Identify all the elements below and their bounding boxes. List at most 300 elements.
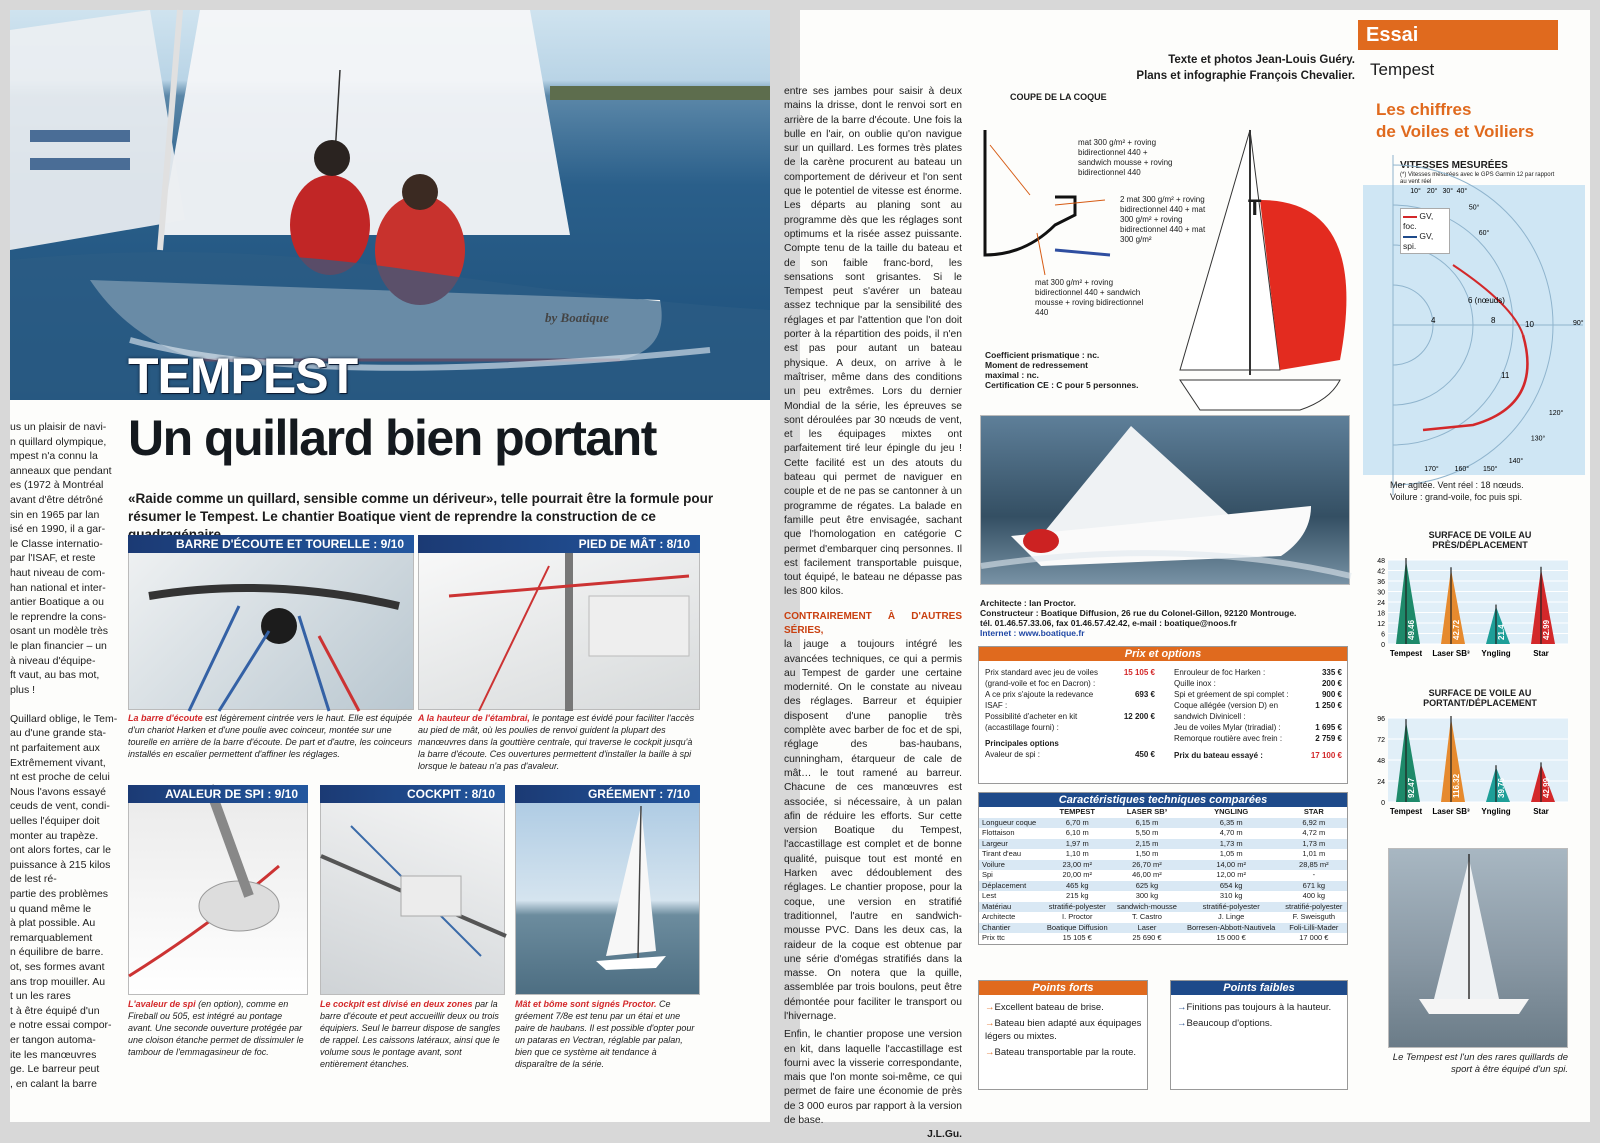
specs-table (979, 807, 1347, 944)
column-line: monter au trapèze. (10, 829, 99, 842)
price-value: 2 759 € (1315, 734, 1342, 743)
point-fort-text: Bateau transportable par la route. (994, 1047, 1137, 1058)
column-line: avant d'être détrôné (10, 493, 104, 506)
table-cell: Boatique Diffusion (1046, 922, 1108, 932)
bar-value-label: 39.76 (1497, 777, 1506, 798)
y-tick-label: 24 (1377, 779, 1385, 786)
polar-angle-label: 30° (1442, 188, 1454, 195)
bar-upwind-title: SURFACE DE VOILE AU PRÈS/DÉPLACEMENT (1428, 530, 1532, 550)
essai-tab (1358, 20, 1558, 50)
table-cell: stratifié-polyester (1285, 901, 1343, 911)
column-line: antier Boatique a ou (10, 596, 104, 609)
table-cell: Lest (982, 891, 997, 900)
polar-angle-label: 60° (1478, 230, 1490, 237)
points-forts-title: Points forts (979, 981, 1147, 995)
bar-value-label: 92.47 (1407, 777, 1416, 798)
column-line: le Classe internatio- (10, 537, 103, 550)
bar-downwind-title: SURFACE DE VOILE AU PORTANT/DÉPLACEMENT (1423, 688, 1537, 708)
table-header-row (979, 807, 1347, 818)
price-row (1174, 667, 1342, 678)
price-value: 693 € (1134, 690, 1155, 699)
points-faibles-box (1170, 980, 1348, 1090)
column-line: us un plaisir de navi- (10, 421, 107, 433)
photo-greement (515, 785, 700, 995)
table-row (979, 839, 1347, 850)
table-cell: 6,70 m (1065, 817, 1089, 827)
column-line: han national et inter- (10, 581, 106, 594)
column-line: er tangon automa- (10, 1033, 96, 1046)
bar-value-label: 21.4 (1497, 624, 1506, 640)
price-total (1174, 750, 1342, 761)
legend-spi-swatch (1403, 236, 1417, 238)
list-item (985, 1046, 1143, 1059)
table-cell: 400 kg (1302, 891, 1326, 900)
pied-de-mat-illustration (419, 536, 701, 711)
polar-diagram (1363, 185, 1585, 475)
bar-chart-downwind (1360, 710, 1582, 835)
polar-speed-label: 4 (1431, 316, 1436, 325)
table-cell: Spi (982, 870, 993, 879)
category-label: Yngling (1481, 807, 1511, 816)
point-fort-text: Bateau bien adapté aux équipages légers ou mixtes. (985, 1018, 1142, 1042)
price-value: 12 200 € (1123, 712, 1155, 721)
polar-title: VITESSES MESURÉES (1400, 160, 1508, 171)
column-line: haut niveau de com- (10, 566, 106, 579)
arrow-icon: → (1177, 1018, 1187, 1029)
table-cell: 15 105 € (1062, 933, 1092, 942)
y-tick-label: 6 (1381, 631, 1385, 639)
y-tick-label: 0 (1381, 642, 1385, 649)
photo-title-cockpit: COCKPIT : 8/10 (320, 785, 505, 803)
table-row (979, 870, 1347, 881)
greement-illustration (516, 786, 701, 996)
column-line: puissance à 215 kilos de lest ré- (10, 858, 111, 886)
bar-chart-upwind (1360, 552, 1582, 677)
column-line: osant un modèle très (10, 625, 109, 638)
avaleur-illustration (129, 786, 309, 996)
action-illustration (981, 416, 1351, 586)
table-cell: 1,97 m (1065, 838, 1089, 848)
column-line: le reprendre la cons- (10, 610, 107, 623)
column-line: Extrêmement vivant, (10, 756, 106, 769)
price-label: Possibilité d'acheter en kit (accastillage fourni) : (985, 712, 1078, 732)
page-subtitle: Un quillard bien portant (128, 410, 656, 466)
table-row (979, 891, 1347, 902)
table-cell: 46,00 m² (1132, 870, 1162, 879)
table-cell: 26,70 m² (1132, 859, 1162, 869)
polar-speed-label: 8 (1491, 316, 1496, 325)
price-total-label: Prix du bateau essayé : (1174, 751, 1263, 760)
table-cell: 4,72 m (1302, 828, 1326, 837)
caption-greement-text: Ce gréement 7/8e est tenu par un étai et une paire de haubans. Il est possible d'opter pour un pataras en Vectran, réglable par palan, bien que ce système ait tendance à disparaître de la série. (515, 999, 695, 1069)
table-cell: 1,10 m (1065, 849, 1089, 858)
table-cell: 14,00 m² (1216, 859, 1246, 869)
bar-value-label: 116.32 (1452, 773, 1461, 798)
photo-barre-ecoute (128, 535, 414, 710)
polar-angle-label: 150° (1483, 466, 1498, 473)
table-cell: 6,35 m (1219, 817, 1243, 827)
list-item (1177, 1017, 1343, 1030)
hull-label-1: mat 300 g/m² + roving bidirectionnel 440 + sandwich mousse + roving bidirectionnel 440 (1078, 138, 1173, 177)
table-cell: Laser (1137, 922, 1157, 932)
table-header-cell: STAR (1303, 807, 1324, 816)
table-row (979, 881, 1347, 892)
column-line: Quillard oblige, le Tem- (10, 712, 118, 725)
hull-note-2: Moment de redressement (985, 360, 1088, 370)
column-line (10, 697, 120, 712)
caption-pied-lead: A la hauteur de l'étambrai, (418, 713, 530, 723)
photo-pied-de-mat (418, 535, 700, 710)
polar-angle-label: 50° (1468, 204, 1480, 212)
legend-foc-label: GV, foc. (1403, 211, 1434, 231)
price-label: Quille inox : (1174, 679, 1216, 688)
credits-line-1: Texte et photos Jean-Louis Guéry. (1168, 54, 1355, 66)
polar-note-2: Voilure : grand-voile, foc puis spi. (1390, 492, 1523, 502)
prices-box (978, 646, 1348, 784)
price-label: A ce prix s'ajoute la redevance ISAF : (985, 690, 1094, 710)
middle-text-3: Enfin, le chantier propose une version en kit, dans laquelle l'accastillage est fourni avec la visserie correspondante, mais que l'on monte soi-même, ce qui permet de faire une économie de près de 3 000 euros par rapport à la version de base. (784, 1029, 962, 1127)
middle-text-column (784, 85, 962, 1141)
column-line: plus ! (10, 683, 36, 696)
price-value: 335 € (1321, 668, 1342, 677)
table-row (979, 933, 1347, 944)
category-label: Tempest (1389, 649, 1423, 658)
table-cell: 1,73 m (1302, 838, 1326, 848)
price-value: 900 € (1321, 690, 1342, 699)
column-line: es (1972 à Montréal (10, 479, 104, 492)
table-cell: 300 kg (1135, 891, 1159, 900)
caption-avaleur-lead: L'avaleur de spi (128, 999, 196, 1009)
column-line: uelles l'équiper doit (10, 815, 100, 828)
price-row (1174, 678, 1342, 689)
column-line: par l'ISAF, et reste (10, 552, 96, 565)
caption-barre-lead: La barre d'écoute (128, 713, 203, 723)
column-line: ans trop mouiller. Au (10, 975, 106, 988)
table-row (979, 923, 1347, 934)
credits-line-2: Plans et infographie François Chevalier. (1136, 70, 1355, 82)
points-faibles-title: Points faibles (1171, 981, 1347, 995)
column-line: ft vaut, au bas mot, (10, 669, 100, 682)
photo-cockpit (320, 785, 505, 995)
price-row (985, 689, 1155, 711)
polar-angle-label: 170° (1424, 466, 1439, 473)
intro-paragraph: «Raide comme un quillard, sensible comme un dériveur», telle pourrait être la formule pour résumer le Tempest. Le chantier Boatique vient de reprendre la construction de ce (128, 491, 714, 524)
polar-angle-label: 160° (1454, 466, 1470, 473)
table-cell: 23,00 m² (1062, 859, 1093, 869)
table-cell: Déplacement (982, 880, 1027, 890)
column-line: ont alors fortes, car le (10, 844, 111, 857)
table-cell: 1,01 m (1302, 849, 1326, 858)
table-cell: Chantier (982, 922, 1011, 932)
column-line: au d'une grande sta- (10, 727, 106, 740)
contact-builder: Constructeur : Boatique Diffusion, 26 rue du Colonel-Gillon, 92120 Montrouge. (980, 608, 1297, 618)
y-tick-label: 24 (1377, 600, 1385, 607)
caption-barre (128, 712, 414, 760)
contact-phone: tél. 01.46.57.33.06, fax 01.46.57.42.42, e-mail : boatique@noos.fr (980, 618, 1237, 628)
price-value: 450 € (1134, 750, 1155, 759)
price-total-value: 17 100 € (1310, 751, 1342, 760)
table-cell: Foli-Lilli-Mader (1289, 922, 1339, 932)
cockpit-illustration (321, 786, 506, 996)
prices-title: Prix et options (979, 647, 1347, 661)
hull-note-4: Certification CE : C pour 5 personnes. (985, 380, 1139, 390)
legend-spi-label: GV, spi. (1403, 231, 1434, 251)
legend-spi (1403, 231, 1447, 251)
price-row (1174, 700, 1342, 722)
caption-cockpit (320, 998, 505, 1070)
table-cell: Tirant d'eau (982, 849, 1022, 858)
price-label: Coque allégée (version D) en sandwich Divinicell : (1174, 701, 1279, 721)
caption-pied-text: le pontage est évidé pour faciliter l'accès au pied de mât, où les poulies de renvoi guident la plupart des manœuvres dans la gouttière centrale, qui traverse le cockpit jusqu'à la barre d'écoute. Ces ouvertures permettent d'installer la baille à spi lorsque le bateau n'a pas d'avaleur. (418, 713, 695, 771)
table-cell: 17 000 € (1299, 933, 1329, 942)
page-title: TEMPEST (128, 348, 358, 404)
bottom-photo (1388, 848, 1568, 1048)
brand-line-2: de Voiles et Voiliers (1376, 122, 1535, 141)
column-line: à niveau d'équipe- (10, 654, 96, 667)
table-row (979, 849, 1347, 860)
polar-speed-label: 6 (nœuds) (1468, 296, 1505, 305)
legend-foc-swatch (1403, 216, 1417, 218)
table-header-empty (979, 807, 1042, 818)
table-header-cell: YNGLING (1214, 807, 1249, 816)
middle-text-2: la jauge a toujours intégré les avancées techniques, ce qui a permis au Tempest de garder une certaine modernité. On le constate au niveau des réglages. Barreur et équipier disposent d'une panoplie très complète avec barber de foc et de spi, réglage des bas-haubans, cunningham, étarqueur de cale de mât… le tout ramené au barreur. Chacune de ces manœuvres est associée, si nécessaire, à un palan afin de réduire les efforts. Sur cette version Boatique du Tempest, l'accastillage est complet et de bonne qualité, puisque tout est monté en Harken avec dédoublement des réglages. Le chantier propose, pour la coque, une version en stratifié traditionnel, l'autre en sandwich-mousse PVC. Dans les deux cas, la raideur de la coque est obtenue par une série d'omégas stratifiés dans la masse. On notera que la quille, assemblée par trois boulons, peut être démontée pour faciliter le transport ou l'hivernage. (784, 639, 962, 1022)
polar-note-1: Mer agitée. Vent réel : 18 nœuds. (1390, 480, 1524, 490)
column-line: ceuds de vent, condi- (10, 800, 110, 813)
table-cell: 1,50 m (1135, 849, 1159, 858)
y-tick-label: 30 (1377, 589, 1385, 597)
column-line: e notre essai compor- (10, 1019, 112, 1032)
hull-note-3: maximal : nc. (985, 370, 1039, 380)
polar-angle-label: 130° (1530, 435, 1546, 443)
column-line: sin en 1965 par lan (10, 508, 100, 521)
y-tick-label: 0 (1381, 800, 1385, 807)
table-cell: Architecte (982, 912, 1016, 921)
middle-lead: CONTRAIREMENT À D'AUTRES SÉRIES, (784, 610, 962, 636)
price-label: Avaleur de spi : (985, 750, 1040, 759)
column-line: le plan financier – un (10, 639, 107, 652)
point-fort-text: Excellent bateau de brise. (994, 1002, 1104, 1013)
table-cell: Matériau (982, 901, 1012, 911)
price-row (985, 667, 1155, 689)
hull-section-title: COUPE DE LA COQUE (1010, 92, 1107, 102)
column-line: ite les manœuvres (10, 1048, 97, 1061)
brand-line-1: Les chiffres (1376, 100, 1472, 119)
table-row (979, 818, 1347, 829)
hero-illustration (10, 10, 770, 404)
arrow-icon: → (985, 1018, 995, 1029)
options-title: Principales options (985, 739, 1059, 748)
price-label: Jeu de voiles Mylar (triradial) : (1174, 723, 1281, 732)
table-cell: 12,00 m² (1216, 870, 1246, 879)
bar-value-label: 42.99 (1542, 619, 1551, 640)
hull-notes (985, 350, 1165, 390)
table-cell: sandwich-mousse (1116, 901, 1177, 911)
table-cell: F. Sweisguth (1292, 912, 1336, 921)
bar-value-label: 42.99 (1542, 777, 1551, 798)
table-cell: - (1312, 870, 1316, 879)
table-header-cell: LASER SB³ (1126, 807, 1168, 816)
sail-plan-drawing (1140, 120, 1365, 420)
price-value: 200 € (1321, 679, 1342, 688)
price-row (1174, 722, 1342, 733)
signature: J.L.Gu. (927, 1129, 962, 1141)
column-line: à plat possible. Au (10, 917, 96, 930)
column-line: n quillard olympique, (10, 435, 107, 448)
column-line: , en calant la barre (10, 1077, 97, 1090)
column-line: Nous l'avons essayé (10, 785, 106, 798)
list-item (985, 1001, 1143, 1014)
column-line: anneaux que pendant (10, 464, 112, 477)
column-line: isé en 1990, il a gar- (10, 523, 106, 536)
price-value: 1 250 € (1315, 701, 1342, 710)
caption-cockpit-lead: Le cockpit est divisé en deux zones (320, 999, 473, 1009)
table-cell: Largeur (982, 838, 1008, 848)
contact-website[interactable]: Internet : www.boatique.fr (980, 628, 1085, 638)
column-line: mpest n'a connu la (10, 450, 98, 463)
arrow-icon: → (1177, 1002, 1187, 1013)
y-tick-label: 48 (1377, 558, 1385, 565)
photo-title-pied: PIED DE MÂT : 8/10 (418, 535, 700, 553)
category-label: Yngling (1481, 649, 1511, 658)
table-cell: 625 kg (1135, 880, 1159, 890)
column-line: nt est proche de celui (10, 771, 110, 784)
contact-block (980, 598, 1350, 638)
polar-angle-label: 40° (1456, 188, 1468, 195)
bottom-caption: Le Tempest est l'un des rares quillards de sport à être équipé d'un spi. (1392, 1052, 1568, 1075)
category-label: Laser SB³ (1432, 807, 1470, 816)
caption-greement (515, 998, 700, 1070)
photo-title-avaleur: AVALEUR DE SPI : 9/10 (128, 785, 308, 803)
table-cell: 4,70 m (1219, 828, 1243, 837)
y-tick-label: 18 (1377, 610, 1385, 618)
photo-avaleur (128, 785, 308, 995)
essai-label: Essai (1366, 24, 1419, 46)
table-row (979, 828, 1347, 839)
y-tick-label: 72 (1377, 737, 1385, 744)
polar-subtitle: (*) Vitesses mesurées avec le GPS Garmin 12 par rapport au vent réel (1400, 172, 1555, 185)
table-cell: 15 000 € (1216, 933, 1246, 942)
table-cell: stratifié-polyester (1202, 901, 1260, 911)
polar-angle-label: 140° (1508, 457, 1524, 465)
polar-angle-label: 120° (1548, 410, 1564, 417)
table-cell: 654 kg (1219, 880, 1243, 890)
column-line: remarquablement (10, 931, 93, 944)
prices-left (985, 667, 1155, 760)
polar-speed-label: 11 (1501, 371, 1510, 380)
price-label: Enrouleur de foc Harken : (1174, 668, 1266, 677)
arrow-icon: → (985, 1002, 995, 1013)
left-page (10, 10, 770, 1122)
category-label: Tempest (1389, 807, 1423, 816)
left-text-column (10, 420, 120, 1090)
caption-barre-text: est légèrement cintrée vers le haut. Elle est équipée d'un chariot Harken et d'une poulie avec coinceur, montée sur une tourelle en arrière de la barre d'écoute. De part et d'autre, les coinceurs installés en escalier permettent d'affiner les réglages. (128, 713, 413, 759)
table-cell: 310 kg (1219, 891, 1243, 900)
table-cell: I. Proctor (1062, 912, 1093, 921)
table-cell: 25 690 € (1132, 933, 1162, 942)
table-row (979, 860, 1347, 871)
price-label: Spi et gréement de spi complet : (1174, 690, 1289, 699)
category-label: Laser SB³ (1432, 649, 1470, 658)
table-row (979, 912, 1347, 923)
hull-text: by Boatique (545, 310, 609, 325)
table-cell: Flottaison (982, 828, 1015, 837)
prices-right (1174, 667, 1342, 761)
hero-photo (10, 10, 770, 404)
barre-ecoute-illustration (129, 536, 415, 711)
table-cell: 465 kg (1065, 880, 1089, 890)
polar-background (1363, 185, 1585, 475)
points-faibles-list (1177, 1001, 1343, 1030)
table-cell: 6,15 m (1135, 817, 1159, 827)
category-label: Star (1533, 649, 1549, 658)
points-forts-list (985, 1001, 1143, 1059)
table-cell: Prix ttc (982, 933, 1005, 942)
y-tick-label: 42 (1377, 568, 1385, 576)
polar-angle-label: 10° (1410, 188, 1421, 195)
caption-pied (418, 712, 700, 772)
column-line: ge. Le barreur peut (10, 1063, 100, 1076)
price-label: Remorque routière avec frein : (1174, 734, 1283, 743)
column-line: partie des problèmes (10, 888, 109, 900)
column-line: u quand même le (10, 902, 92, 915)
caption-cockpit-text: par la barre d'écoute et peut accueillir deux ou trois équipiers. Seul le barreur dispose de sangles de rappel. Les caissons latéraux, ainsi que le volume sous le pontage avant, sont entièrement étanches. (320, 999, 501, 1069)
hull-label-3: mat 300 g/m² + roving bidirectionnel 440 + sandwich mousse + roving bidirectionnel 440 (1035, 278, 1144, 317)
bar-value-label: 42.72 (1452, 619, 1461, 640)
table-cell: T. Castro (1131, 912, 1162, 921)
column-line: n équilibre de barre. (10, 946, 104, 959)
table-cell: 20,00 m² (1062, 870, 1093, 879)
table-cell: 6,92 m (1302, 817, 1326, 827)
boat-name: Tempest (1370, 60, 1435, 79)
category-label: Star (1533, 807, 1549, 816)
polar-angle-label: 90° (1573, 320, 1584, 327)
polar-speed-label: 10 (1525, 320, 1534, 329)
price-row (985, 711, 1155, 733)
column-line: nt parfaitement aux (10, 742, 100, 755)
price-row (1174, 733, 1342, 744)
price-row (985, 749, 1155, 760)
photo-title-barre: BARRE D'ÉCOUTE ET TOURELLE : 9/10 (128, 535, 414, 553)
column-line: t à être équipé d'un (10, 1004, 100, 1017)
hull-note-1: Coefficient prismatique : nc. (985, 350, 1100, 360)
point-faible-text: Beaucoup d'options. (1186, 1018, 1273, 1029)
list-item (985, 1017, 1143, 1043)
list-item (1177, 1001, 1343, 1014)
table-cell: 5,50 m (1135, 828, 1159, 837)
price-row (1174, 689, 1342, 700)
table-header-cell: TEMPEST (1059, 807, 1095, 816)
price-value: 15 105 € (1123, 668, 1155, 677)
specs-box (978, 792, 1348, 945)
table-cell: stratifié-polyester (1048, 901, 1106, 911)
specs-title: Caractéristiques techniques comparées (979, 793, 1347, 807)
caption-avaleur (128, 998, 308, 1058)
y-tick-label: 48 (1377, 758, 1385, 765)
right-page (784, 10, 1590, 1141)
y-tick-label: 12 (1377, 621, 1385, 628)
table-cell: 215 kg (1065, 891, 1089, 900)
point-faible-text: Finitions pas toujours à la hauteur. (1186, 1002, 1332, 1013)
table-cell: Longueur coque (982, 817, 1037, 827)
bar-value-label: 49.46 (1407, 619, 1416, 640)
polar-angle-label: 20° (1426, 188, 1438, 195)
table-cell: 28,85 m² (1299, 859, 1329, 869)
photo-title-greement: GRÉEMENT : 7/10 (515, 785, 700, 803)
y-tick-label: 36 (1377, 579, 1385, 586)
table-cell: Voilure (982, 859, 1005, 869)
action-photo (980, 415, 1350, 585)
points-forts-box (978, 980, 1148, 1090)
